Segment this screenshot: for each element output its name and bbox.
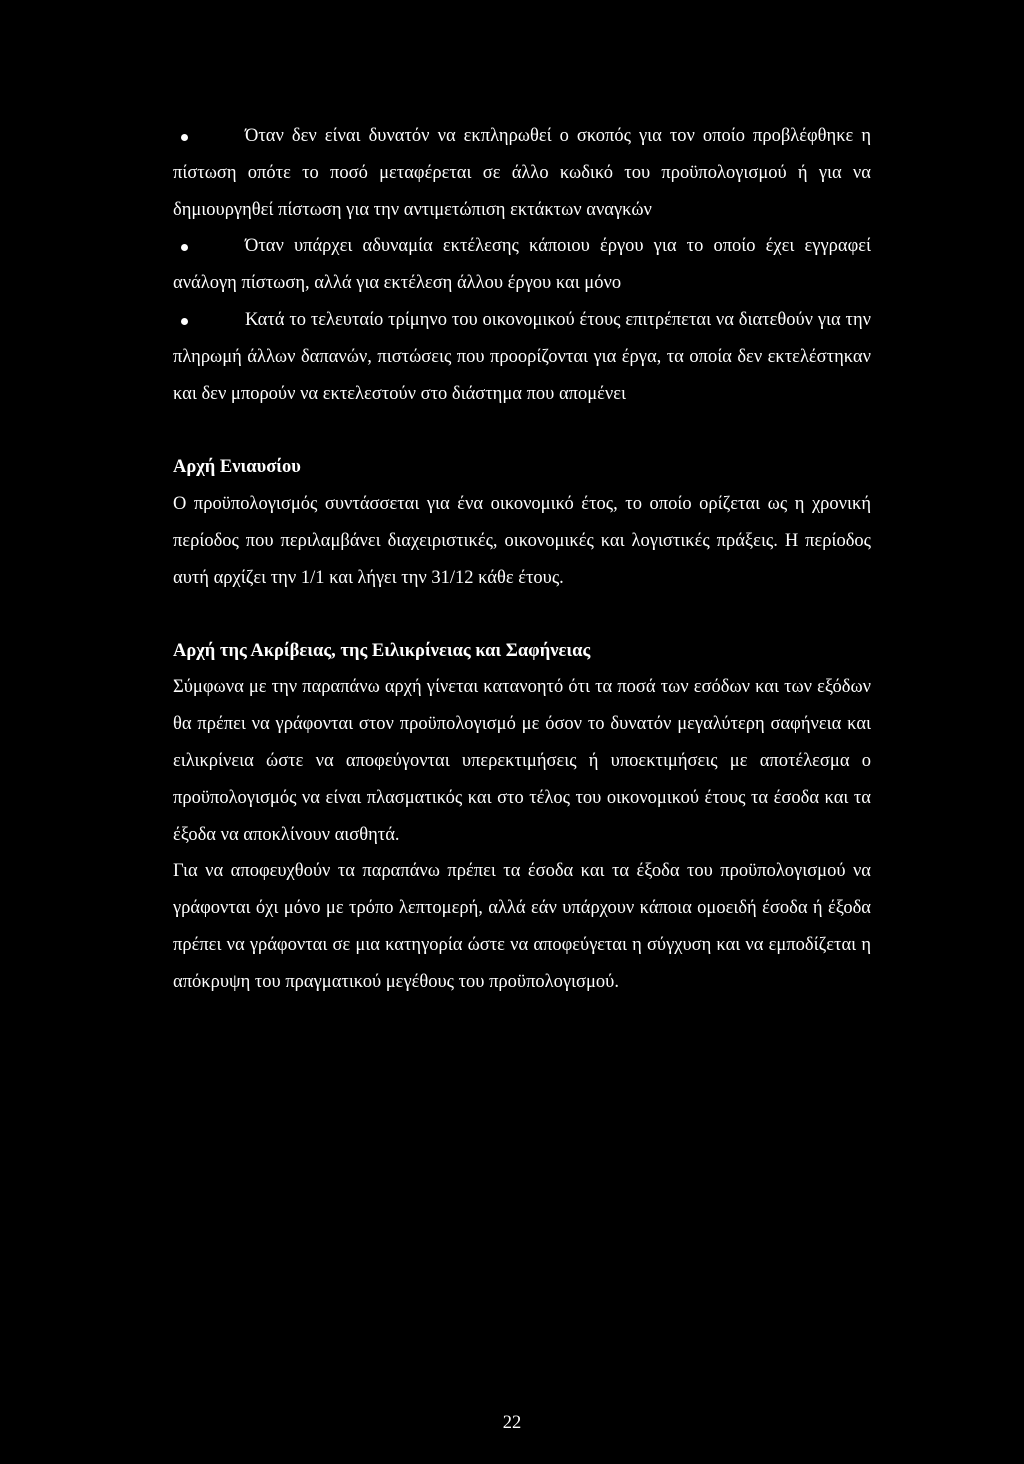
paragraph: Σύμφωνα με την παραπάνω αρχή γίνεται κατανοητό ότι τα ποσά των εσόδων και των εξόδων θα πρέπει να γράφονται στον προϋπολογισμό με όσον το δυνατόν μεγαλύτερη σαφήνεια και ειλικρίνεια ώστε να αποφεύγονται υπερεκτιμήσεις ή υποεκτιμήσεις με αποτέλεσμα ο προϋπολογισμός να είναι πλασματικός και στο τέλος του οικονομικού έτους τα έσοδα και τα έξοδα να αποκλίνουν αισθητά.	[173, 677, 871, 845]
document-body	[173, 118, 871, 1001]
bullet-icon	[181, 318, 188, 325]
bullet-item	[173, 302, 871, 412]
section-spacer	[173, 412, 871, 449]
bullet-item	[173, 228, 871, 302]
paragraph: Για να αποφευχθούν τα παραπάνω πρέπει τα έσοδα και τα έξοδα του προϋπολογισμού να γράφονται όχι μόνο με τρόπο λεπτομερή, αλλά εάν υπάρχουν κάποια ομοειδή έσοδα ή έξοδα πρέπει να γράφονται σε μια κατηγορία ώστε να αποφεύγεται η σύγχυση και να εμποδίζεται η απόκρυψη του πραγματικού μεγέθους του προϋπολογισμού.	[173, 861, 871, 992]
section-spacer	[173, 597, 871, 633]
bullet-icon	[181, 244, 188, 251]
page-number: 22	[502, 1413, 522, 1433]
section-heading: Αρχή της Ακρίβειας, της Ειλικρίνειας και Σαφήνειας	[173, 640, 591, 661]
bullet-text: Όταν δεν είναι δυνατόν να εκπληρωθεί ο σκοπός για τον οποίο προβλέφθηκε η πίστωση οπότε το ποσό μεταφέρεται σε άλλο κωδικό του προϋπολογισμού ή για να δημιουργηθεί πίστωση για την αντιμετώπιση εκτάκτων αναγκών	[173, 126, 871, 220]
section-heading: Αρχή Ενιαυσίου	[173, 457, 301, 478]
bullet-icon	[181, 134, 188, 141]
bullet-text: Κατά το τελευταίο τρίμηνο του οικονομικού έτους επιτρέπεται να διατεθούν για την πληρωμή άλλων δαπανών, πιστώσεις που προορίζονται για έργα, τα οποία δεν εκτελέστηκαν και δεν μπορούν να εκτελεστούν στο διάστημα που απομένει	[173, 309, 871, 404]
bullet-item	[173, 118, 871, 228]
bullet-text: Όταν υπάρχει αδυναμία εκτέλεσης κάποιου έργου για το οποίο έχει εγγραφεί ανάλογη πίστωση, αλλά για εκτέλεση άλλου έργου και μόνο	[173, 236, 871, 294]
paragraph: Ο προϋπολογισμός συντάσσεται για ένα οικονομικό έτος, το οποίο ορίζεται ως η χρονική περίοδος που περιλαμβάνει διαχειριστικές, οικονομικές και λογιστικές πράξεις. Η περίοδος αυτή αρχίζει την 1/1 και λήγει την 31/12 κάθε έτους.	[173, 494, 871, 588]
